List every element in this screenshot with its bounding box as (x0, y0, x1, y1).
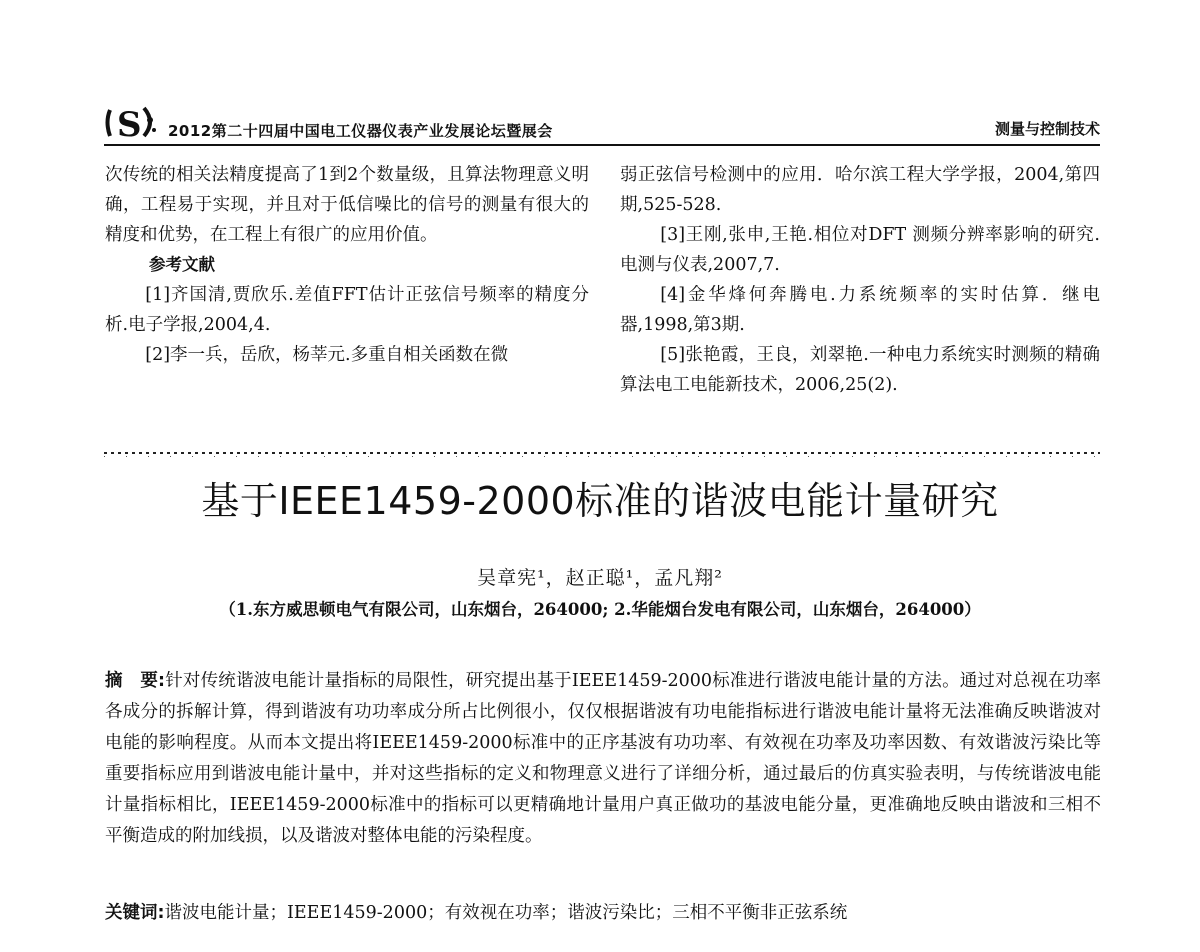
affiliations-line: （1.东方威思顿电气有限公司，山东烟台，264000; 2.华能烟台发电有限公司，山东烟台，264000） (219, 600, 981, 619)
keywords-label: 关键词: (105, 903, 165, 923)
header-rule (104, 144, 1100, 146)
keywords-block (105, 898, 1101, 929)
paper-title: 基于IEEE1459-2000标准的谐波电能计量研究 (201, 479, 999, 523)
right-column (620, 160, 1100, 400)
conclusion-paragraph: 次传统的相关法精度提高了1到2个数量级，且算法物理意义明确，工程易于实现，并且对于低信噪比的信号的测量有很大的精度和优势，在工程上有很广的应用价值。 (105, 165, 589, 245)
authors-line: 吴章宪¹，赵正聪¹，孟凡翔² (477, 567, 723, 589)
conference-logo-icon (104, 102, 162, 142)
reference-4: [4]金华烽何奔腾电.力系统频率的实时估算．继电器,1998,第3期. (620, 285, 1100, 335)
journal-section: 测量与控制技术 (994, 120, 1100, 138)
abstract-label: 摘 要: (105, 671, 166, 691)
keywords-text: 谐波电能计量；IEEE1459-2000；有效视在功率；谐波污染比；三相不平衡非正弦系统 (164, 903, 848, 923)
reference-2-start: [2]李一兵，岳欣，杨莘元.多重自相关函数在微 (145, 345, 509, 365)
abstract-block (105, 666, 1101, 852)
references-heading: 参考文献 (149, 255, 215, 274)
dotted-separator (104, 452, 1100, 454)
logo-letter: S (117, 105, 142, 142)
left-column (105, 160, 589, 370)
separator-ticks (104, 456, 1100, 457)
reference-5: [5]张艳霞，王良，刘翠艳.一种电力系统实时测频的精确算法电工电能新技术，2006,25(2). (620, 345, 1100, 395)
page-header (104, 102, 1100, 142)
reference-1: [1]齐国清,贾欣乐.差值FFT估计正弦信号频率的精度分析.电子学报,2004,4. (105, 285, 589, 335)
reference-3: [3]王刚,张申,王艳.相位对DFT 测频分辨率影响的研究.电测与仪表,2007,7. (620, 225, 1100, 275)
reference-2-end: 弱正弦信号检测中的应用．哈尔滨工程大学学报，2004,第四期,525-528. (620, 165, 1100, 215)
abstract-text: 针对传统谐波电能计量指标的局限性，研究提出基于IEEE1459-2000标准进行谐波电能计量的方法。通过对总视在功率各成分的拆解计算，得到谐波有功功率成分所占比例很小，仅仅根据谐波有功电能指标进行谐波电能计量将无法准确反映谐波对电能的影响程度。从而本文提出将IEEE1459-2000标准中的正序基波有功功率、有效视在功率及功率因数、有效谐波污染比等重要指标应用到谐波电能计量中，并对这些指标的定义和物理意义进行了详细分析，通过最后的仿真实验表明，与传统谐波电能计量指标相比，IEEE1459-2000标准中的指标可以更精确地计量用户真正做功的基波电能分量，更准确地反映由谐波和三相不平衡造成的附加线损，以及谐波对整体电能的污染程度。 (105, 671, 1102, 846)
conference-title: 2012第二十四届中国电工仪器仪表产业发展论坛暨展会 (168, 122, 553, 140)
